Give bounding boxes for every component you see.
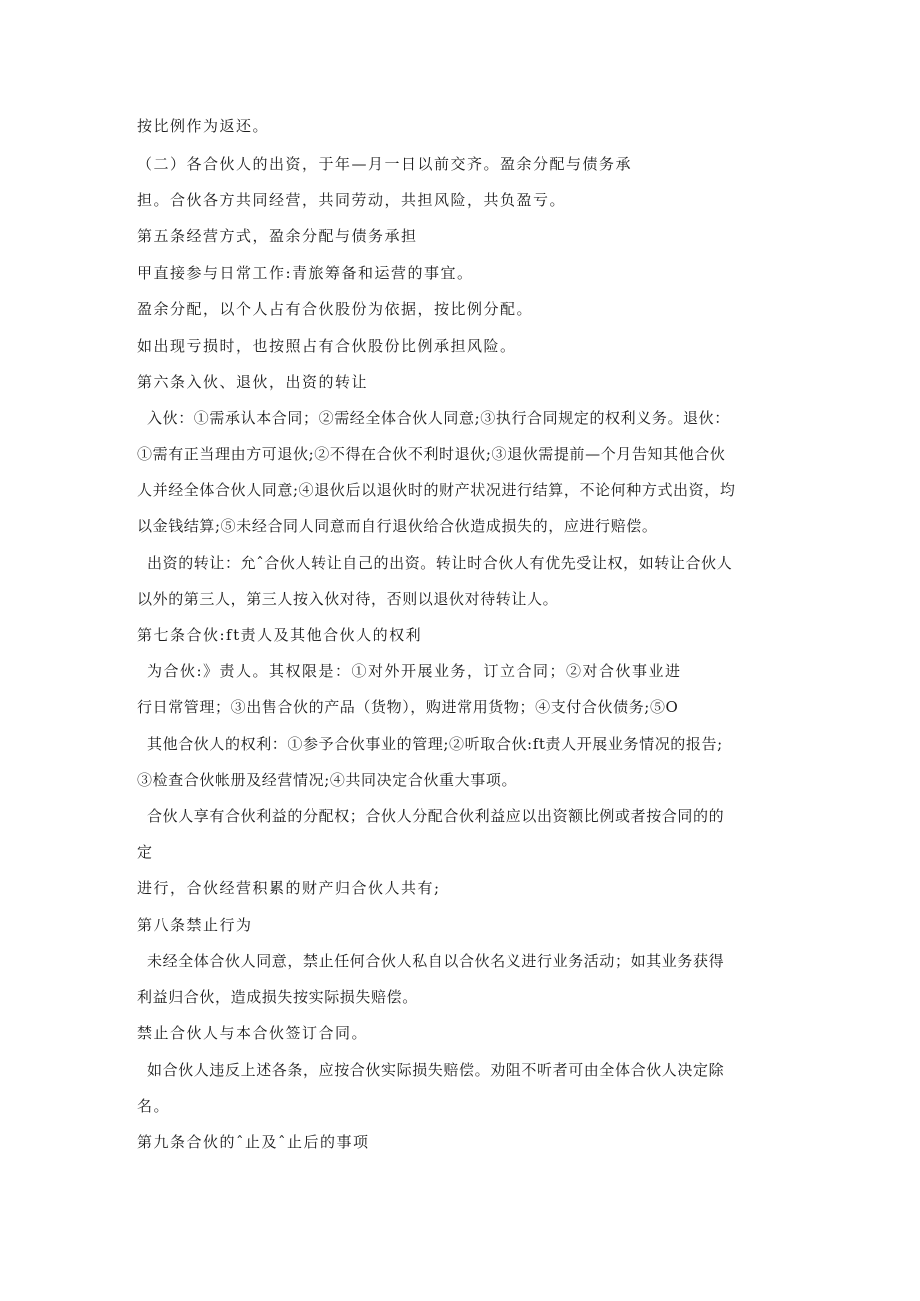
section-heading: 第五条经营方式，盈余分配与债务承担 xyxy=(137,227,418,245)
section-heading: 第八条禁止行为 xyxy=(137,916,253,934)
section-heading: 第七条合伙:ft责人及其他合伙人的权利 xyxy=(137,626,423,644)
paragraph-line: 以金钱结算;⑤未经合同人同意而自行退伙给合伙造成损失的，应进行赔偿。 xyxy=(137,517,658,535)
paragraph-line: 为合伙:》责人。其权限是：①对外开展业务，订立合同；②对合伙事业进 xyxy=(147,662,682,680)
paragraph-line: 人并经全体合伙人同意;④退伙后以退伙时的财产状况进行结算，不论何种方式出资，均 xyxy=(137,481,736,499)
section-heading: 第六条入伙、退伙，出资的转让 xyxy=(137,373,369,391)
paragraph-line: 行日常管理；③出售合伙的产品（货物），购进常用货物；④支付合伙债务;⑤O xyxy=(137,698,679,716)
paragraph-line: 担。合伙各方共同经营，共同劳动，共担风险，共负盈亏。 xyxy=(137,191,567,209)
paragraph-line: 其他合伙人的权利：①参予合伙事业的管理;②听取合伙:ft责人开展业务情况的报告; xyxy=(147,735,723,753)
paragraph-line: 甲直接参与日常工作:青旅筹备和运营的事宜。 xyxy=(137,264,474,282)
paragraph-line: 按比例作为返还。 xyxy=(137,117,270,135)
paragraph-line: 入伙：①需承认本合同；②需经全体合伙人同意;③执行合同规定的权利义务。退伙： xyxy=(147,409,730,427)
paragraph-line: ③检查合伙帐册及经营情况;④共同决定合伙重大事项。 xyxy=(137,771,518,789)
paragraph-line: 进行，合伙经营积累的财产归合伙人共有; xyxy=(137,879,441,897)
paragraph-line: （二）各合伙人的出资，于年—月一日以前交齐。盈余分配与债务承 xyxy=(137,155,633,173)
paragraph-line: 如合伙人违反上述各条，应按合伙实际损失赔偿。劝阻不听者可由全体合伙人决定除 xyxy=(147,1061,725,1079)
paragraph-line: 盈余分配，以个人占有合伙股份为依据，按比例分配。 xyxy=(137,300,534,318)
paragraph-line: 未经全体合伙人同意，禁止任何合伙人私自以合伙名义进行业务活动；如其业务获得 xyxy=(147,952,725,970)
paragraph-line: 禁止合伙人与本合伙签订合同。 xyxy=(137,1024,369,1042)
paragraph-line: 名。 xyxy=(137,1097,171,1115)
paragraph-line: ①需有正当理由方可退伙;②不得在合伙不利时退伙;③退伙需提前—个月告知其他合伙 xyxy=(137,445,726,463)
paragraph-line: 定 xyxy=(137,843,154,861)
paragraph-line: 出资的转让：允ˆ合伙人转让自己的出资。转让时合伙人有优先受让权，如转让合伙人 xyxy=(147,554,733,572)
paragraph-line: 利益归合伙，造成损失按实际损失赔偿。 xyxy=(137,988,418,1006)
paragraph-line: 合伙人享有合伙利益的分配权；合伙人分配合伙利益应以出资额比例或者按合同的的 xyxy=(147,807,725,825)
paragraph-line: 如出现亏损时，也按照占有合伙股份比例承担风险。 xyxy=(137,337,517,355)
section-heading: 第九条合伙的ˆ止及ˆ止后的事项 xyxy=(137,1133,370,1151)
paragraph-line: 以外的第三人，第三人按入伙对待，否则以退伙对待转让人。 xyxy=(137,590,559,608)
